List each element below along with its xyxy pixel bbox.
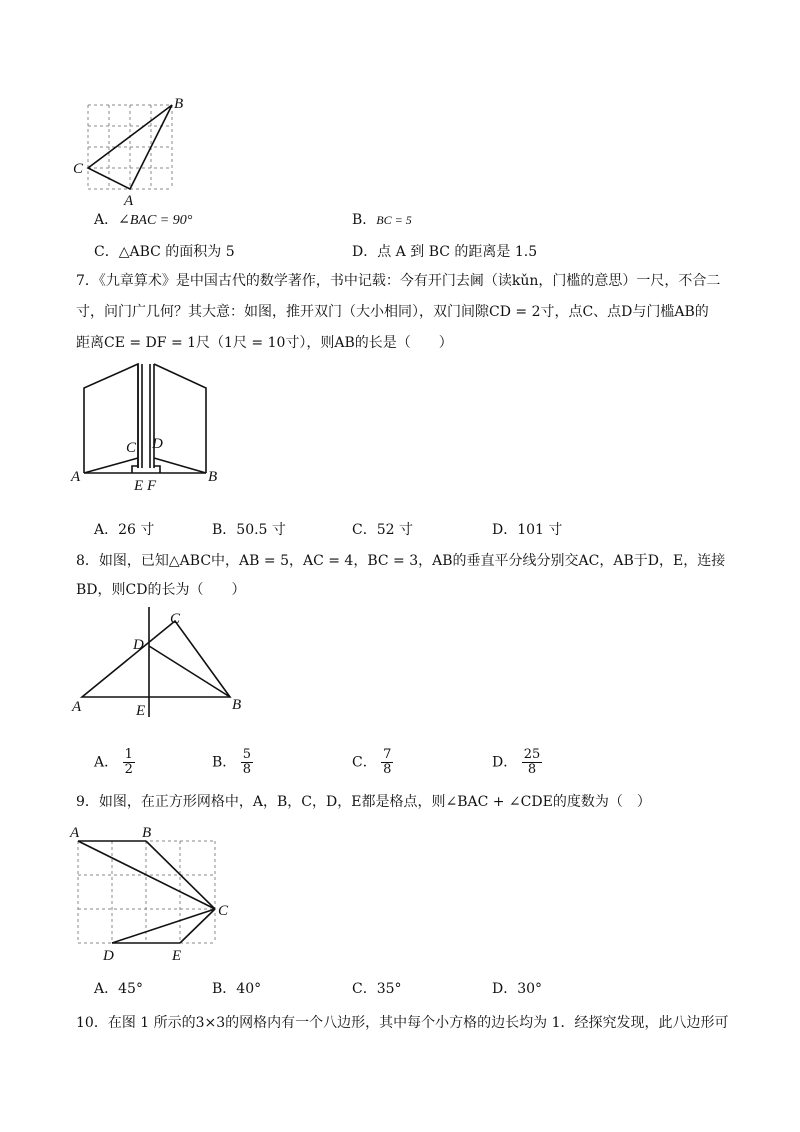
q7-stem-line1: 7．《九章算术》是中国古代的数学著作，书中记载：今有开门去阃（读kǔn，门槛的意思）一尺，不合二 xyxy=(76,273,721,289)
option-key: B． xyxy=(212,754,237,771)
option-key: A． xyxy=(94,981,119,997)
option-key: C． xyxy=(352,522,377,538)
q7-option-a[interactable] xyxy=(94,520,154,540)
option-fraction xyxy=(123,748,135,777)
option-text: 30° xyxy=(517,981,543,997)
q8-line-bd xyxy=(149,646,230,697)
option-text: 45° xyxy=(118,981,143,997)
q6-grid xyxy=(88,105,172,189)
q9-label-c: C xyxy=(218,903,229,919)
q9-label-d: D xyxy=(103,948,114,964)
q7-line-db xyxy=(154,458,206,473)
q7-left-door xyxy=(84,364,138,473)
q7-label-f: F xyxy=(147,478,157,494)
fraction-denominator: 8 xyxy=(242,762,252,777)
option-fraction xyxy=(241,748,253,777)
q7-stem-line2: 寸，问门广几何？其大意：如图，推开双门（大小相同），双门间隙CD = 2寸，点C、点D与门槛AB的 xyxy=(76,304,709,320)
q8-option-c[interactable] xyxy=(352,748,393,777)
q10-stem-line1: 10．在图 1 所示的3×3的网格内有一个八边形，其中每个小方格的边长均为 1．经探究发现，此八边形可 xyxy=(76,1015,729,1031)
option-key: C． xyxy=(94,244,119,260)
q9-grid xyxy=(78,841,215,943)
q7-right-door xyxy=(154,364,206,473)
option-text: 26 寸 xyxy=(118,522,155,538)
option-text: BC = 5 xyxy=(376,213,412,227)
option-key: D． xyxy=(492,754,518,771)
option-text: 点 A 到 BC 的距离是 1.5 xyxy=(377,244,538,260)
q6-label-a: A xyxy=(124,193,134,209)
q9-figure xyxy=(70,822,245,962)
q8-label-c: C xyxy=(170,611,181,627)
option-key: B． xyxy=(212,522,237,538)
q9-stem-line1: 9．如图，在正方形网格中，A，B，C，D，E都是格点，则∠BAC + ∠CDE的度数为（ ） xyxy=(76,794,651,810)
q7-right-angle-e xyxy=(132,466,138,473)
q7-label-b: B xyxy=(208,469,218,485)
option-key: B． xyxy=(212,981,237,997)
q8-label-d: D xyxy=(133,637,144,653)
q6-label-b: B xyxy=(174,96,184,112)
option-key: B． xyxy=(352,212,377,228)
q6-figure xyxy=(70,95,200,209)
q8-option-d[interactable] xyxy=(492,748,542,777)
q8-option-b[interactable] xyxy=(212,748,253,777)
option-key: C． xyxy=(352,981,377,997)
fraction-denominator: 2 xyxy=(124,762,133,777)
q9-option-b[interactable] xyxy=(212,979,261,999)
option-key: D． xyxy=(492,981,518,997)
fraction-numerator: 7 xyxy=(383,747,392,762)
q7-line-ac xyxy=(84,458,138,473)
q9-line-dc xyxy=(112,909,215,943)
fraction-denominator: 8 xyxy=(383,762,392,777)
q7-stem-line3: 距离CE = DF = 1尺（1尺 = 10寸），则AB的长是（ ） xyxy=(76,335,453,351)
option-text: 50.5 寸 xyxy=(236,522,286,538)
option-text: △ABC 的面积为 5 xyxy=(118,244,235,260)
option-fraction xyxy=(381,748,393,777)
q8-label-e: E xyxy=(136,703,146,719)
q8-stem-line1: 8．如图，已知△ABC中，AB = 5，AC = 4，BC = 3，AB的垂直平分线分别交AC，AB于D，E，连接 xyxy=(76,553,726,569)
q9-label-e: E xyxy=(172,948,182,964)
q8-label-b: B xyxy=(232,697,242,713)
option-key: D． xyxy=(492,522,518,538)
q9-label-b: B xyxy=(142,825,152,841)
q6-label-c: C xyxy=(73,161,84,177)
option-text: 52 寸 xyxy=(376,522,413,538)
q7-option-d[interactable] xyxy=(492,520,562,540)
q7-label-c: C xyxy=(126,440,137,456)
fraction-numerator: 25 xyxy=(523,747,541,762)
q8-label-a: A xyxy=(72,699,82,715)
q8-option-a[interactable] xyxy=(94,748,135,777)
q7-option-b[interactable] xyxy=(212,520,286,540)
option-key: C． xyxy=(352,754,377,771)
q7-label-e: E xyxy=(134,478,144,494)
option-key: A． xyxy=(94,754,119,771)
option-key: D． xyxy=(352,244,378,260)
option-text: 40° xyxy=(236,981,262,997)
option-text: 35° xyxy=(376,981,402,997)
q7-label-a: A xyxy=(71,469,81,485)
fraction-numerator: 1 xyxy=(124,747,133,762)
q7-option-c[interactable] xyxy=(352,520,413,540)
option-fraction xyxy=(522,748,543,777)
q9-label-a: A xyxy=(70,825,80,841)
q6-option-a[interactable] xyxy=(94,210,192,231)
fraction-denominator: 8 xyxy=(527,762,537,777)
q7-figure xyxy=(70,358,220,493)
q8-figure xyxy=(70,605,260,720)
q6-option-d[interactable] xyxy=(352,242,537,262)
q6-option-c[interactable] xyxy=(94,242,235,262)
option-text: 101 寸 xyxy=(517,522,563,538)
q7-right-angle-f xyxy=(154,466,160,473)
option-key: A． xyxy=(94,212,119,228)
q8-stem-line2: BD，则CD的长为（ ） xyxy=(76,582,246,598)
fraction-numerator: 5 xyxy=(242,747,252,762)
q9-option-a[interactable] xyxy=(94,979,143,999)
option-key: A． xyxy=(94,522,119,538)
option-text: ∠BAC = 90° xyxy=(118,213,193,228)
q8-triangle xyxy=(82,621,230,697)
q7-label-d: D xyxy=(152,436,163,452)
q9-option-d[interactable] xyxy=(492,979,542,999)
q9-option-c[interactable] xyxy=(352,979,402,999)
q6-option-b[interactable] xyxy=(352,210,412,230)
